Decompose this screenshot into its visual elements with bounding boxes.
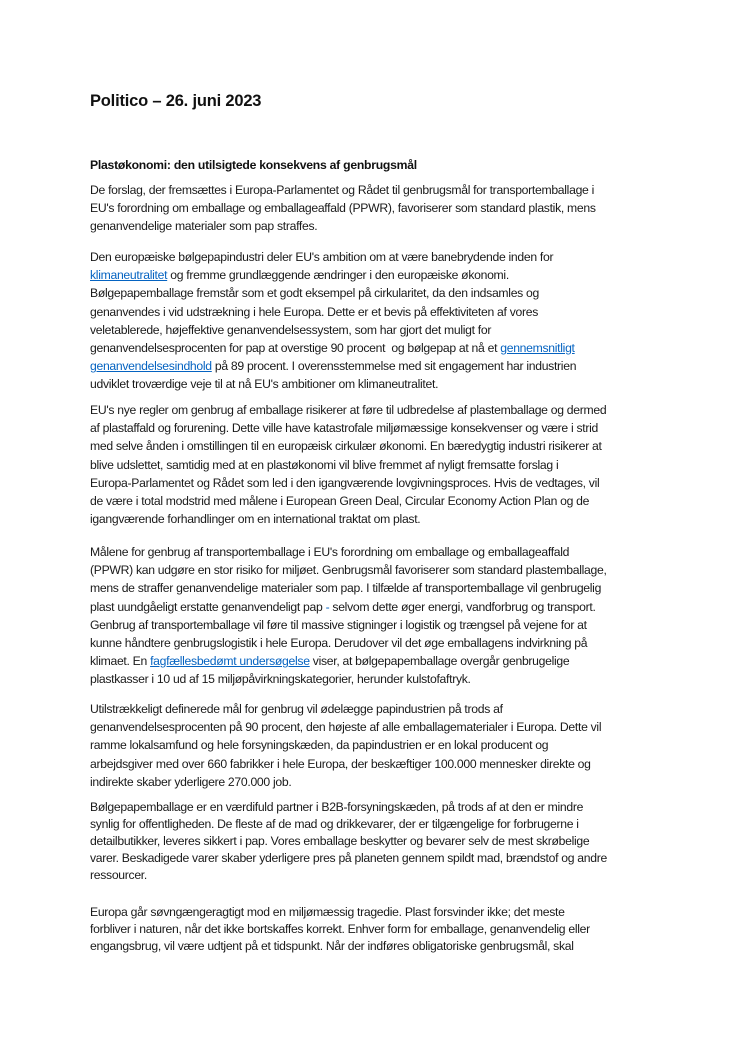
text-line: Bølgepapemballage er en værdifuld partner i B2B-forsyningskæden, på trods af at den er mindre (90, 800, 584, 814)
paragraph-industry-impact (90, 700, 670, 791)
text-line: varer. Beskadigede varer skaber yderligere pres på planeten gennem spildt mad, brændstof og andre (90, 851, 607, 865)
text-fragment: plast uundgåeligt erstatte genanvendeligt pap (90, 599, 326, 614)
text-line: genanvendelige materialer som pap straffes. (90, 219, 318, 234)
text-line (90, 266, 670, 284)
text-line: de være i total modstrid med målene i European Green Deal, Circular Economy Action Plan og de (90, 493, 590, 508)
link-gennemsnitligt-genanvendelsesindhold[interactable]: gennemsnitligt (500, 340, 575, 355)
paragraph-new-rules (90, 401, 670, 528)
text-line: EU's forordning om emballage og emballageaffald (PPWR), favoriserer som standard plastik, mens (90, 201, 596, 216)
text-line: Den europæiske bølgepapindustri deler EU's ambition om at være banebrydende inden for (90, 250, 554, 264)
text-fragment: klimaet. En (90, 654, 151, 669)
text-fragment: genanvendelsesprocenten for pap at overstige 90 procent og bølgepap at nå et (90, 340, 501, 355)
text-line: af plastaffald og forurening. Dette ville have katastrofale miljømæssige konsekvenser og være i strid (90, 421, 599, 436)
text-line: arbejdsgiver med over 660 fabrikker i hele Europa, der beskæftiger 100.000 mennesker direkte og (90, 756, 591, 771)
article-heading: Plastøkonomi: den utilsigtede konsekvens af genbrugsmål (90, 158, 417, 172)
text-line: mens de straffer genanvendelige materialer som pap. I tilfælde af transportemballage vil genbrugelig (90, 581, 602, 596)
text-fragment: viser, at bølgepapemballage overgår genbrugelige (309, 654, 570, 669)
text-line: veletablerede, højeffektive genanvendelsessystem, som har gjort det muligt for (90, 322, 492, 337)
text-line: Europa-Parlamentet og Rådet som led i den igangværende lovgivningsproces. Hvis de vedtages, vil (90, 475, 600, 490)
text-line: Genbrug af transportemballage vil føre til massive stigninger i logistik og trængsel på vejene for at (90, 617, 587, 632)
text-line: genanvendes i vid udstrækning i hele Europa. Dette er et bevis på effektiviteten af vores (90, 304, 538, 319)
text-line: plastkasser i 10 ud af 15 miljøpåvirkningskategorier, herunder kulstofaftryk. (90, 672, 471, 687)
paragraph-industry-ambition (90, 248, 670, 394)
text-line (90, 652, 670, 670)
text-line: ramme lokalsamfund og hele forsyningskæden, da papindustrien er en lokal producent og (90, 738, 549, 753)
text-line: Bølgepapemballage fremstår som et godt eksempel på cirkularitet, da den indsamles og (90, 286, 540, 301)
text-line: engangsbrug, vil være udtjent på et tidspunkt. Når der indføres obligatoriske genbrugsmål, skal (90, 939, 574, 953)
text-fragment: selvom dette øger energi, vandforbrug og transport. (329, 599, 596, 614)
text-line: ressourcer. (90, 868, 147, 882)
link-klimaneutralitet[interactable]: klimaneutralitet (90, 268, 168, 283)
text-line (90, 598, 670, 616)
text-line: EU's nye regler om genbrug af emballage risikerer at føre til udbredelse af plastemballage og dermed (90, 403, 607, 417)
text-line: blive udslettet, samtidig med at en plastøkonomi vil blive fremmet af nyligt fremsatte forslag i (90, 457, 559, 472)
text-line: genanvendelsesprocenten på 90 procent, den højeste af alle emballagematerialer i Europa. Dette vil (90, 720, 602, 735)
text-line: Utilstrækkeligt definerede mål for genbrug vil ødelægge papindustrien på trods af (90, 702, 503, 716)
paragraph-environmental-tragedy (90, 904, 670, 955)
paragraph-transport-packaging (90, 543, 670, 689)
dash-fragment: - (325, 599, 330, 614)
text-line: kunne håndtere genbrugslogistik i hele Europa. Derudover vil det øge emballagens indvirkning på (90, 635, 588, 650)
text-line: detailbutikker, leveres sikkert i pap. Vores emballage beskytter og bevarer selv de mest skrøbelige (90, 834, 590, 848)
text-fragment: og fremme grundlæggende ændringer i den europæiske økonomi. (167, 268, 509, 283)
link-gennemsnitligt-genanvendelsesindhold-cont[interactable]: genanvendelsesindhold (90, 359, 212, 374)
text-line: Målene for genbrug af transportemballage i EU's forordning om emballage og emballageaffald (90, 545, 570, 559)
text-line: igangværende forhandlinger om en international traktat om plast. (90, 512, 421, 527)
text-line: Europa går søvngængeragtigt mod en miljømæssig tragedie. Plast forsvinder ikke; det meste (90, 905, 565, 919)
text-line (90, 357, 670, 375)
page-title: Politico – 26. juni 2023 (90, 92, 262, 110)
text-line: udviklet troværdige veje til at nå EU's ambitioner om klimaneutralitet. (90, 377, 439, 392)
text-fragment: på 89 procent. I overensstemmelse med sit engagement har industrien (211, 359, 577, 374)
text-line: med selve ånden i omstillingen til en europæisk cirkulær økonomi. En bæredygtig industri risikerer at (90, 439, 602, 454)
paragraph-intro (90, 181, 670, 236)
link-fagfaellesbedoemt-undersoegelse[interactable]: fagfællesbedømt undersøgelse (150, 654, 310, 669)
text-line: forbliver i naturen, når det ikke bortskaffes korrekt. Enhver form for emballage, genanvendelig eller (90, 922, 590, 936)
text-line: synlig for offentligheden. De fleste af de mad og drikkevarer, der er tilgængelige for forbrugerne i (90, 817, 579, 831)
paragraph-b2b-partner (90, 799, 670, 884)
text-line: De forslag, der fremsættes i Europa-Parlamentet og Rådet til genbrugsmål for transportemballage i (90, 183, 595, 197)
text-line (90, 339, 670, 357)
text-line: indirekte skaber yderligere 270.000 job. (90, 774, 292, 789)
text-line: (PPWR) kan udgøre en stor risiko for miljøet. Genbrugsmål favoriserer som standard plastemballage, (90, 563, 607, 578)
